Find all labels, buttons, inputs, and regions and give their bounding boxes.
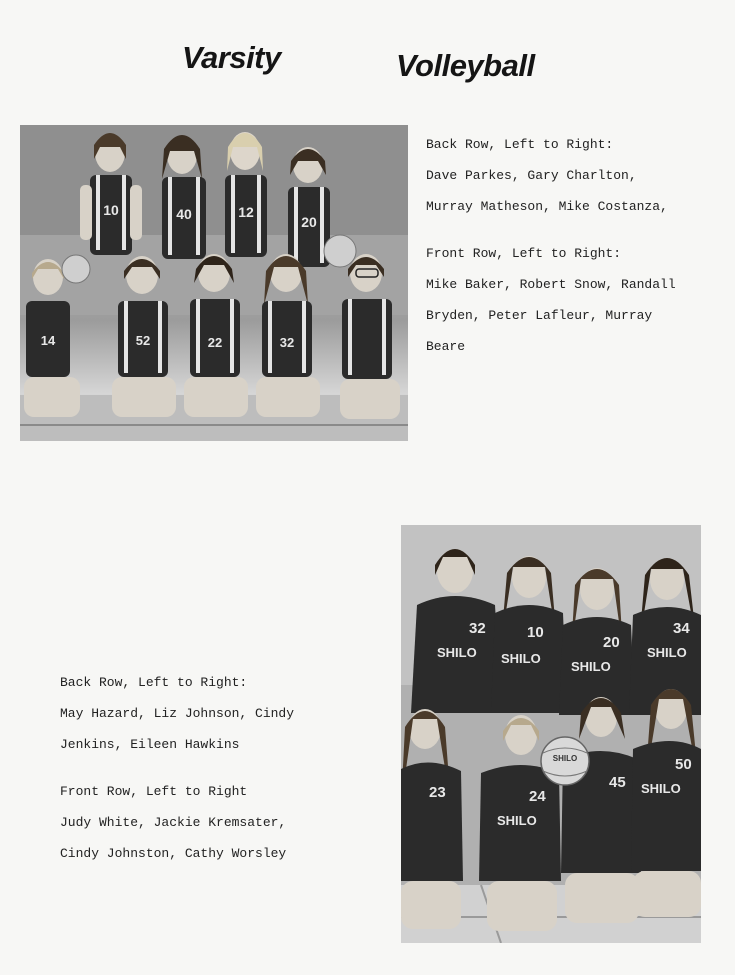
title-volleyball: Volleyball bbox=[396, 48, 535, 83]
caption-line: Mike Baker, Robert Snow, Randall bbox=[426, 277, 676, 292]
jersey-number: 34 bbox=[673, 620, 690, 637]
jersey-number: 32 bbox=[279, 335, 295, 350]
boys-team-photo bbox=[20, 125, 408, 441]
jersey-number: 24 bbox=[529, 788, 546, 805]
boys-team-caption bbox=[426, 129, 676, 362]
jersey-number: 23 bbox=[429, 784, 446, 801]
volleyball bbox=[541, 737, 589, 785]
jersey-number: 12 bbox=[238, 204, 254, 220]
jersey-number: 20 bbox=[301, 214, 317, 230]
jersey-number: 45 bbox=[609, 774, 626, 791]
caption-spacer bbox=[60, 760, 294, 776]
caption-line: Cindy Johnston, Cathy Worsley bbox=[60, 846, 287, 861]
caption-line: Dave Parkes, Gary Charlton, bbox=[426, 168, 637, 183]
jersey-number: 10 bbox=[527, 624, 544, 641]
jersey-number: 40 bbox=[176, 206, 192, 222]
caption-line: Front Row, Left to Right: bbox=[426, 246, 622, 261]
caption-line: Bryden, Peter Lafleur, Murray bbox=[426, 308, 653, 323]
caption-line: Jenkins, Eileen Hawkins bbox=[60, 737, 240, 752]
ball-text: SHILO bbox=[552, 754, 578, 763]
caption-line: Judy White, Jackie Kremsater, bbox=[60, 815, 287, 830]
jersey-number: 50 bbox=[675, 756, 692, 773]
jersey-text: SHILO bbox=[641, 781, 681, 796]
jersey-number: 32 bbox=[469, 620, 486, 637]
caption-spacer bbox=[426, 222, 676, 238]
boys-photo-illustration bbox=[20, 125, 408, 441]
jersey-text: SHILO bbox=[647, 645, 687, 660]
jersey-number: 20 bbox=[603, 634, 620, 651]
title-varsity: Varsity bbox=[182, 40, 281, 75]
jersey-text: SHILO bbox=[497, 813, 537, 828]
caption-line: Beare bbox=[426, 339, 466, 354]
jersey-number: 14 bbox=[40, 333, 56, 348]
caption-line: Back Row, Left to Right: bbox=[426, 137, 614, 152]
jersey-text: SHILO bbox=[571, 659, 611, 674]
caption-line: May Hazard, Liz Johnson, Cindy bbox=[60, 706, 295, 721]
jersey-number: 10 bbox=[103, 202, 119, 218]
jersey-number: 52 bbox=[135, 333, 151, 348]
jersey-number: 22 bbox=[207, 335, 223, 350]
caption-line: Back Row, Left to Right: bbox=[60, 675, 248, 690]
girls-team-photo bbox=[401, 525, 701, 943]
girls-photo-illustration bbox=[401, 525, 701, 943]
jersey-text: SHILO bbox=[437, 645, 477, 660]
caption-line: Front Row, Left to Right bbox=[60, 784, 248, 799]
caption-line: Murray Matheson, Mike Costanza, bbox=[426, 199, 668, 214]
jersey-text: SHILO bbox=[501, 651, 541, 666]
girls-team-caption bbox=[60, 667, 294, 869]
